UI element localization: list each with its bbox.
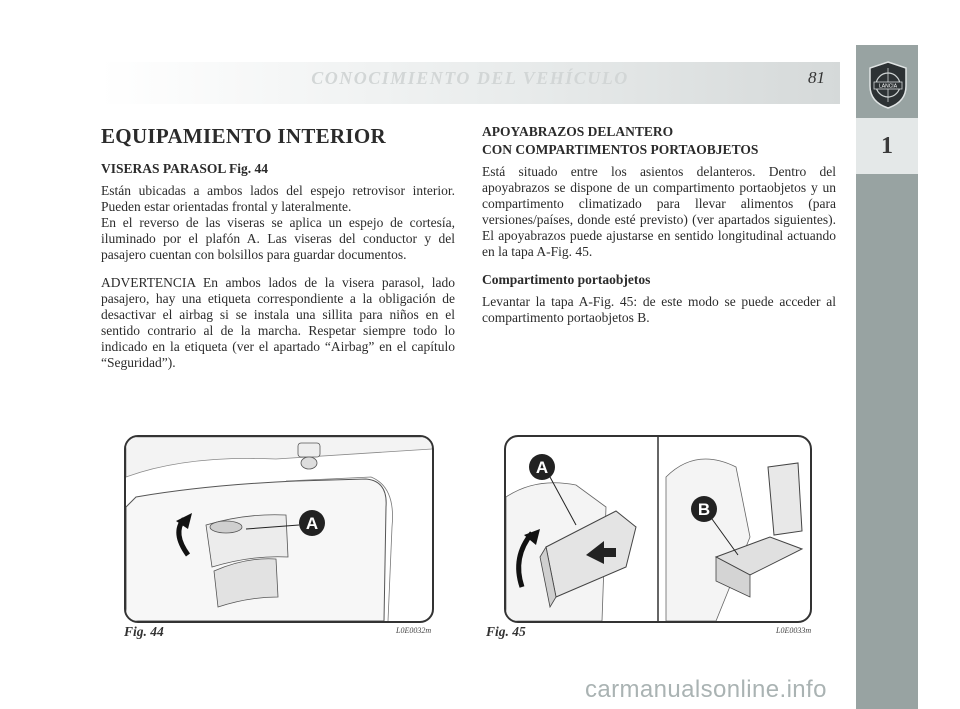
label-a: A [305, 514, 319, 533]
label-b: B [697, 500, 711, 519]
figure-45-armrest [504, 435, 812, 623]
logo-text: LANCIA [878, 83, 898, 90]
armrest-heading-line2: CON COMPARTIMENTOS PORTAOBJETOS [482, 142, 759, 157]
chapter-number: 1 [856, 118, 918, 174]
running-header: CONOCIMIENTO DEL VEHÍCULO [311, 68, 629, 88]
sun-visors-paragraph-1: Están ubicadas a ambos lados del espejo retrovisor interior. Pueden estar orientadas frontal y lateralmente. [101, 183, 455, 214]
figure-44-caption: Fig. 44 [124, 624, 164, 639]
lancia-logo [866, 60, 910, 110]
label-a: A [535, 458, 549, 477]
page-number: 81 [808, 68, 825, 87]
storage-heading: Compartimento portaobjetos [482, 272, 651, 287]
figure-44-sun-visor [124, 435, 434, 623]
figure-45-caption: Fig. 45 [486, 624, 526, 639]
right-column [482, 124, 836, 326]
section-title: EQUIPAMIENTO INTERIOR [101, 124, 386, 148]
armrest-heading-line1: APOYABRAZOS DELANTERO [482, 124, 674, 139]
airbag-warning-paragraph: ADVERTENCIA En ambos lados de la visera parasol, lado pasajero, hay una etiqueta correspondiente a la obligación de desactivar el airbag si se instala una sillita para niños en el sentido contrario al de la marcha. Respetar siempre todo lo indicado en la etiqueta (ver el apartado “Airbag” en el capítulo “Seguridad”). [101, 275, 455, 370]
figure-45-code: L0E0033m [776, 626, 812, 635]
figure-44-code: L0E0032m [396, 626, 432, 635]
watermark: carmanualsonline.info [585, 676, 827, 703]
left-column [101, 124, 455, 371]
sun-visors-heading: VISERAS PARASOL Fig. 44 [101, 161, 269, 176]
armrest-paragraph: Está situado entre los asientos delanteros. Dentro del apoyabrazos se dispone de un compartimento portaobjetos y un compartimento climatizado para llevar alimentos (para versiones/países, donde esté previsto) (ver apartados siguientes). El apoyabrazos puede ajustarse en sentido longitudinal actuando en la tapa A-Fig. 45. [482, 164, 836, 259]
sun-visors-paragraph-2: En el reverso de las viseras se aplica un espejo de cortesía, iluminado por el plafón A. Las viseras del conductor y del pasajero cuentan con bolsillos para guardar documentos. [101, 215, 455, 262]
storage-paragraph: Levantar la tapa A-Fig. 45: de este modo se puede acceder al compartimento portaobjetos B. [482, 294, 836, 325]
sun-visor-illustration [126, 437, 432, 621]
armrest-illustration [506, 437, 810, 621]
